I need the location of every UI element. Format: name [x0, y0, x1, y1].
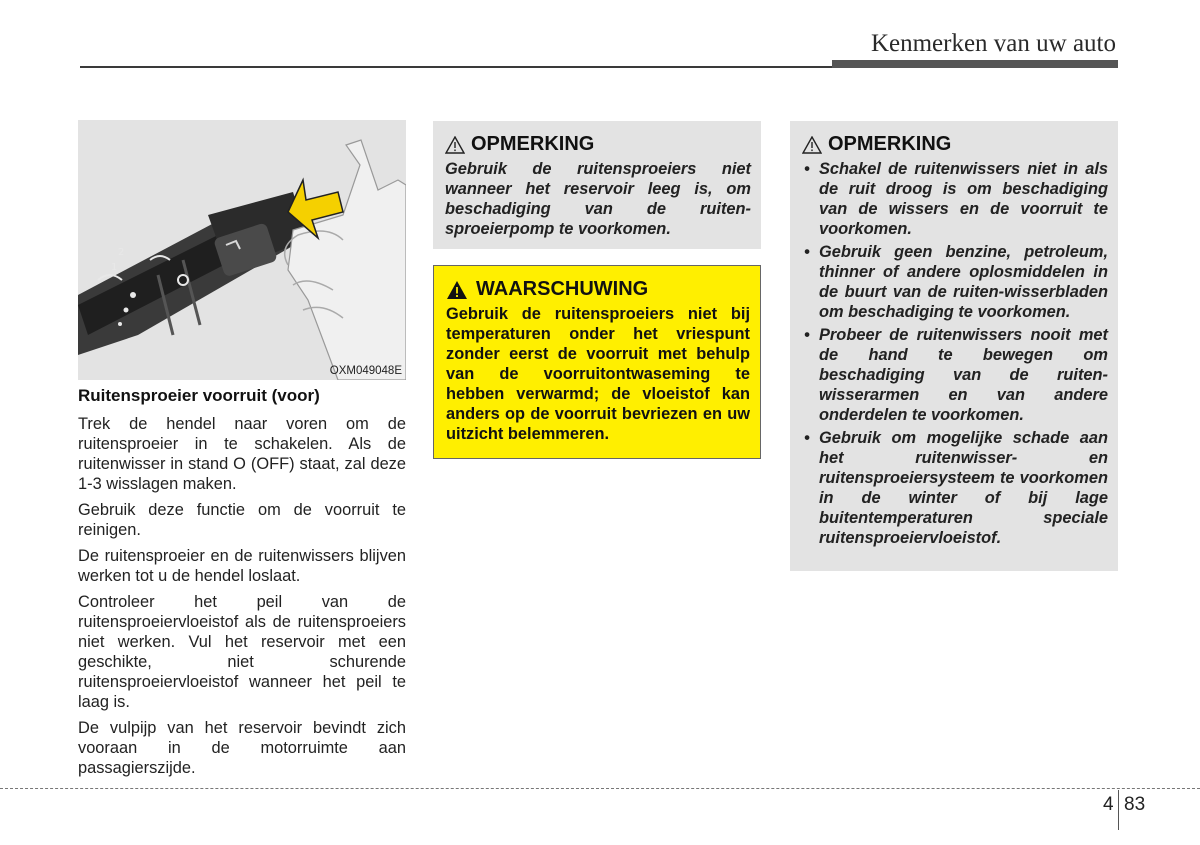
- left-column: [78, 386, 406, 784]
- warning-box: [433, 265, 761, 459]
- warning-text: Gebruik de ruitensproeiers niet bij temperaturen onder het vriespunt zonder eerst de voorruit met behulp van de voorruitontwaseming te hebben verwarmd; de vloeistof kan anders op de voorruit bevriezen en uw uitzicht belemmeren.: [446, 305, 750, 443]
- note-heading: [445, 133, 751, 156]
- paragraph: Controleer het peil van de ruitensproeiervloeistof als de ruitensproeiers niet werken. Vul het reservoir met een geschikte, niet schurende ruitensproeiervloeistof wanneer het peil te laag is.: [78, 593, 406, 711]
- list-item: [802, 428, 1108, 548]
- paragraph: De vulpijp van het reservoir bevindt zich vooraan in de motorruimte aan passagierszijde.: [78, 719, 406, 777]
- page-number-divider: [1118, 790, 1119, 830]
- chapter-number: 4: [1103, 794, 1114, 815]
- warning-heading-label: WAARSCHUWING: [476, 278, 649, 300]
- warning-triangle-icon: [802, 136, 822, 154]
- note-heading-label: OPMERKING: [828, 133, 952, 155]
- header-rule-accent: [832, 60, 1118, 68]
- note-bullet-list: [802, 159, 1108, 548]
- svg-text:1: 1: [111, 262, 118, 273]
- page-number: 83: [1124, 794, 1146, 815]
- header-rule: [80, 66, 832, 68]
- list-item-text: Gebruik om mogelijke schade aan het ruitenwisser- en ruitensproeiersysteem te voorkomen in de winter of bij lage buitentemperaturen speciale ruitensproeiervloeistof.: [819, 429, 1108, 547]
- bullet-marker: •: [804, 429, 810, 447]
- bullet-marker: •: [804, 160, 810, 178]
- note-box: [790, 121, 1118, 571]
- paragraph: De ruitensproeier en de ruitenwissers blijven werken tot u de hendel loslaat.: [78, 547, 406, 585]
- note-heading-label: OPMERKING: [471, 133, 595, 155]
- note-box: [433, 121, 761, 249]
- list-item-text: Probeer de ruitenwissers nooit met de hand te bewegen om beschadiging van de ruiten-wisserarmen en van andere onderdelen te voorkomen.: [819, 326, 1108, 424]
- warning-heading: [446, 278, 750, 301]
- note-text: Gebruik de ruitensproeiers niet wanneer het reservoir leeg is, om beschadiging van de ruiten-sproeierpomp te voorkomen.: [445, 160, 751, 238]
- page-header-title: Kenmerken van uw auto: [870, 30, 1116, 57]
- note-heading: [802, 133, 1108, 156]
- warning-triangle-icon: [445, 136, 465, 154]
- figure-code: OXM049048E: [329, 365, 402, 377]
- bullet-marker: •: [804, 243, 810, 261]
- svg-text:2: 2: [118, 247, 125, 258]
- list-item-text: Gebruik geen benzine, petroleum, thinner of andere oplosmiddelen in de buurt van de ruiten-wisserbladen om beschadiging te voorkomen.: [819, 243, 1108, 321]
- paragraph: Trek de hendel naar voren om de ruitensproeier in te schakelen. Als de ruitenwisser in stand O (OFF) staat, zal deze 1-3 wisslagen maken.: [78, 415, 406, 493]
- paragraph: Gebruik deze functie om de voorruit te reinigen.: [78, 501, 406, 539]
- footer-rule: [0, 788, 1200, 789]
- list-item-text: Schakel de ruitenwissers niet in als de ruit droog is om beschadiging van de wissers en de voorruit te voorkomen.: [819, 160, 1108, 238]
- warning-triangle-icon: [446, 280, 468, 300]
- list-item: [802, 159, 1108, 239]
- wiper-stalk-drawing: [78, 120, 406, 380]
- wiper-lever-illustration: [78, 120, 406, 380]
- list-item: [802, 325, 1108, 425]
- bullet-marker: •: [804, 326, 810, 344]
- list-item: [802, 242, 1108, 322]
- section-title: Ruitensproeier voorruit (voor): [78, 386, 320, 405]
